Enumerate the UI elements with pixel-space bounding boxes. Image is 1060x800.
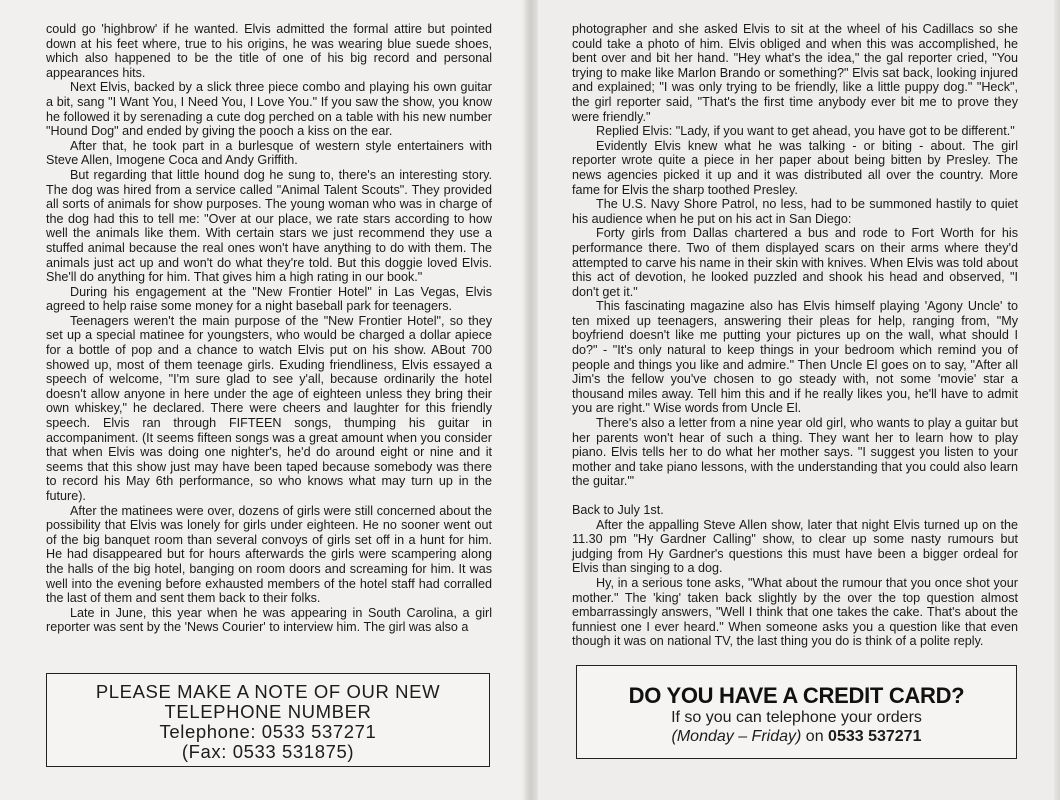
article-paragraph: Teenagers weren't the main purpose of the "New Frontier Hotel", so they set up a special matinee for youngsters, who would be charged a dollar apiece for a bottle of pop and a chance to watch Elvis put on his show. ABout 700 showed up, most of them teenage girls. Exuding friendliness, Elvis essayed a speech of welcome, "I'm sure glad to see y'all, because ordinarily the hotel doesn't allow anyone in here under the age of eighteen unless they bring their own whiskey," he declared. There were cheers and laughter for this friendly speech. Elvis ran through FIFTEEN songs, thumping his guitar in accompaniment. (It seems fifteen songs was a great amount when you consider that when Elvis was doing one nighter's, he'd do around eight or nine and it seems that this show just may have been taped because somebody was there to record his May 6th performance, so who knows what may turn up in the future). (46, 313, 492, 503)
article-paragraph: This fascinating magazine also has Elvis himself playing 'Agony Uncle' to ten mixed up teenagers, answering their pleas for help, ranging from, "My boyfriend doesn't like me putting your pictures up on the wall, what should I do?" - "It's only natural to keep things in your bedroom which remind you of people and things you like and admire." Then Uncle El goes on to say, "After all Jim's the fellow you've chosen to go steady with, not some 'movie' star a thousand miles away. Tell him this and if he really likes you, he'll have to admit you are right." Wise words from Uncle El. (572, 299, 1018, 416)
ad-on: on (805, 728, 824, 745)
article-paragraph: During his engagement at the "New Frontier Hotel" in Las Vegas, Elvis agreed to help raise some money for a night baseball park for teenagers. (46, 284, 492, 314)
article-paragraph: Next Elvis, backed by a slick three piece combo and playing his own guitar a bit, sang "I Want You, I Need You, I Love You." If you saw the show, you know he followed it by serenading a cute dog perched on a table with his new number "Hound Dog" and ended by giving the pooch a kiss on the ear. (46, 80, 492, 139)
left-article-column (46, 22, 492, 635)
article-paragraph: There's also a letter from a nine year old girl, who wants to play a guitar but her parents won't hear of such a thing. They want her to learn how to play piano. Elvis tells her to do what her mother says. "I suggest you listen to your mother and take piano lessons, with the understanding that you could also learn the guitar."' (572, 416, 1018, 489)
article-paragraph: But regarding that little hound dog he sung to, there's an interesting story. The dog was hired from a service called "Animal Talent Scouts". They provided all sorts of animals for show purposes. The young woman who was in charge of the dog had this to tell me: "Over at our place, we rate stars according to how well the animals like them. With certain stars we just recommend they use a stuffed animal because the real ones won't have anything to do with them. The animals just act up and won't do what they're told. But this doggie loved Elvis. She'll do anything for him. That gives him a high rating in our book." (46, 167, 492, 285)
article-paragraph: Hy, in a serious tone asks, "What about the rumour that you once shot your mother." The 'king' taken back slightly by the over the top question almost embarrassingly answers, "Well I think that one takes the cake. That's about the funniest one I ever heard." When someone asks you a question like that even though it was on national TV, the last thing you do is think of a polite reply. (572, 575, 1018, 649)
notice-line: PLEASE MAKE A NOTE OF OUR NEW (95, 681, 441, 702)
notice-line: TELEPHONE NUMBER (164, 701, 372, 722)
ad-line: If so you can telephone your orders (671, 709, 922, 726)
article-paragraph: could go 'highbrow' if he wanted. Elvis admitted the formal attire but pointed down at his feet where, true to his origins, he was wearing blue suede shoes, which also happened to be the title of one of his big record and personal appearances hits. (46, 22, 492, 80)
article-paragraph: The U.S. Navy Shore Patrol, no less, had to be summoned hastily to quiet his audience when he put on his act in San Diego: (572, 197, 1018, 226)
ad-days: (Monday – Friday) (671, 728, 802, 745)
article-paragraph: photographer and she asked Elvis to sit at the wheel of his Cadillacs so she could take a photo of him. Elvis obliged and when this was accomplished, he bent over and bit her hand. "Hey what's the idea," the gal reporter cried, "You trying to make like Marlon Brando or something?" Elvis sat back, looking injured and explained; "I was only trying to be friendly, like a little puppy dog." "Heck", the girl reporter said, "That's the first time anybody ever bit me to prove they were friendly." (572, 22, 1018, 124)
article-paragraph: Evidently Elvis knew what he was talking - or biting - about. The girl reporter wrote quite a piece in her paper about being bitten by Presley. The news agencies picked it up and it was distributed all over the country. More fame for Elvis the sharp toothed Presley. (572, 138, 1018, 197)
ad-hours-line (577, 727, 1016, 746)
spine-gutter (522, 0, 538, 800)
ad-phone: 0533 537271 (828, 728, 922, 745)
right-article-column (572, 22, 1018, 649)
article-paragraph: After that, he took part in a burlesque of western style entertainers with Steve Allen, Imogene Coca and Andy Griffith. (46, 138, 492, 168)
credit-card-ad-box (576, 665, 1017, 759)
notice-telephone: Telephone: 0533 537271 (159, 721, 377, 742)
ad-headline: DO YOU HAVE A CREDIT CARD? (628, 683, 965, 708)
article-paragraph: After the appalling Steve Allen show, later that night Elvis turned up on the 11.30 pm "Hy Gardner Calling" show, to clear up some nasty rumours but judging from Hy Gardner's questions this must have been a bigger ordeal for Elvis than singing to a dog. (572, 517, 1018, 576)
article-paragraph: After the matinees were over, dozens of girls were still concerned about the possibility that Elvis was lonely for girls under eighteen. He no sooner went out of the big banquet room than several convoys of girls set off in a hunt for him. He had disappeared but for hours afterwards the girls were scampering along the halls of the big hotel, banging on room doors and screaming for him. It was well into the evening before exhausted members of the hotel staff had corralled the last of them and sent them back to their folks. (46, 503, 492, 606)
page-edge (1054, 0, 1060, 800)
notice-fax: (Fax: 0533 531875) (181, 741, 355, 762)
article-paragraph: Replied Elvis: "Lady, if you want to get ahead, you have got to be different." (596, 124, 1015, 139)
article-paragraph: Late in June, this year when he was appearing in South Carolina, a girl reporter was sent by the 'News Courier' to interview him. The girl was also a (46, 605, 492, 635)
telephone-notice-box (46, 673, 490, 767)
article-paragraph: Forty girls from Dallas chartered a bus and rode to Fort Worth for his performance there. Two of them displayed scars on their arms where they'd attempted to carve his name in their skin with knives. When Elvis was told about this act of devotion, he looked puzzled and shook his head and observed, "I don't get it." (572, 226, 1018, 299)
article-paragraph: Back to July 1st. (572, 503, 664, 517)
